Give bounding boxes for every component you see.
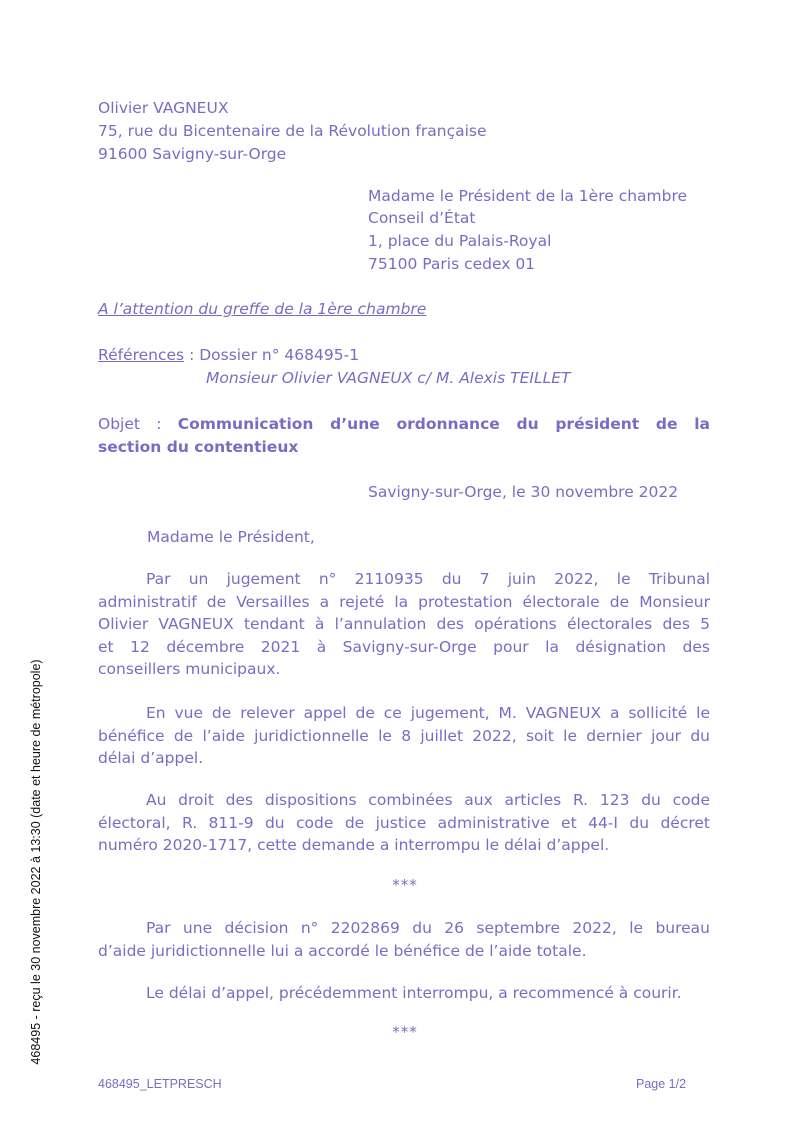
- sender-city: 91600 Savigny-sur-Orge: [98, 145, 287, 163]
- paragraph-1-line: Par un jugement n° 2110935 du 7 juin 2022, le Tribunal: [146, 570, 710, 588]
- section-separator: ***: [392, 876, 418, 894]
- paragraph-1-line: et 12 décembre 2021 à Savigny-sur-Orge pour la désignation des: [98, 637, 710, 656]
- paragraph-1-line: Olivier VAGNEUX tendant à l’annulation des opérations électorales des 5: [98, 615, 710, 633]
- recipient-line-1: Madame le Président de la 1ère chambre: [368, 187, 688, 205]
- sender-street: 75, rue du Bicentenaire de la Révolution française: [98, 122, 487, 140]
- section-separator: ***: [392, 1023, 418, 1041]
- footer-reference: 468495_LETPRESCH: [98, 1077, 222, 1091]
- paragraph-4-line: d’aide juridictionnelle lui a accordé le bénéfice de l’aide totale.: [98, 941, 587, 960]
- paragraph-1: [98, 568, 710, 681]
- paragraph-2-line: délai d’appel.: [98, 749, 204, 767]
- recipient-line-2: Conseil d’État: [368, 209, 476, 227]
- attention-line: A l’attention du greffe de la 1ère chambre: [98, 300, 427, 318]
- paragraph-2-line: En vue de relever appel de ce jugement, M. VAGNEUX a sollicité le: [146, 704, 710, 722]
- footer-page-number: Page 1/2: [636, 1077, 687, 1091]
- references-line: [98, 345, 359, 365]
- objet-line-1: [98, 413, 710, 436]
- paragraph-2-line: bénéfice de l’aide juridictionnelle le 8 juillet 2022, soit le dernier jour du: [98, 726, 710, 745]
- date-line: Savigny-sur-Orge, le 30 novembre 2022: [368, 483, 679, 501]
- paragraph-2: [98, 702, 710, 770]
- sender-name: Olivier VAGNEUX: [98, 99, 229, 117]
- recipient-line-4: 75100 Paris cedex 01: [368, 255, 536, 273]
- recipient-line-3: 1, place du Palais-Royal: [368, 232, 552, 250]
- paragraph-4: [98, 917, 710, 962]
- objet-label: Objet :: [98, 415, 162, 433]
- paragraph-3: [98, 789, 710, 857]
- paragraph-3-line: électoral, R. 811-9 du code de justice administrative et 44-I du décret: [98, 813, 710, 832]
- references-separator: :: [184, 346, 200, 364]
- objet-block: [98, 413, 710, 459]
- paragraph-3-line: numéro 2020-1717, cette demande a interrompu le délai d’appel.: [98, 836, 610, 854]
- references-parties: Monsieur Olivier VAGNEUX c/ M. Alexis TEILLET: [206, 369, 571, 387]
- salutation: Madame le Président,: [147, 528, 315, 546]
- references-label: Références: [98, 346, 185, 364]
- paragraph-4-line: Par une décision n° 2202869 du 26 septembre 2022, le bureau: [146, 919, 710, 937]
- paragraph-5-line: Le délai d’appel, précédemment interrompu, a recommencé à courir.: [146, 984, 682, 1002]
- paragraph-3-line: Au droit des dispositions combinées aux articles R. 123 du code: [146, 791, 710, 809]
- receipt-stamp-text: 468495 - reçu le 30 novembre 2022 à 13:30 (date et heure de métropole): [29, 659, 43, 1065]
- references-dossier: Dossier n° 468495-1: [199, 346, 360, 364]
- paragraph-5: [98, 982, 710, 1005]
- objet-text-1: Communication d’une ordonnance du président de la: [177, 415, 711, 433]
- paragraph-1-line: conseillers municipaux.: [98, 660, 281, 678]
- objet-text-2: section du contentieux: [98, 438, 299, 456]
- paragraph-1-line: administratif de Versailles a rejeté la protestation électorale de Monsieur: [98, 592, 710, 611]
